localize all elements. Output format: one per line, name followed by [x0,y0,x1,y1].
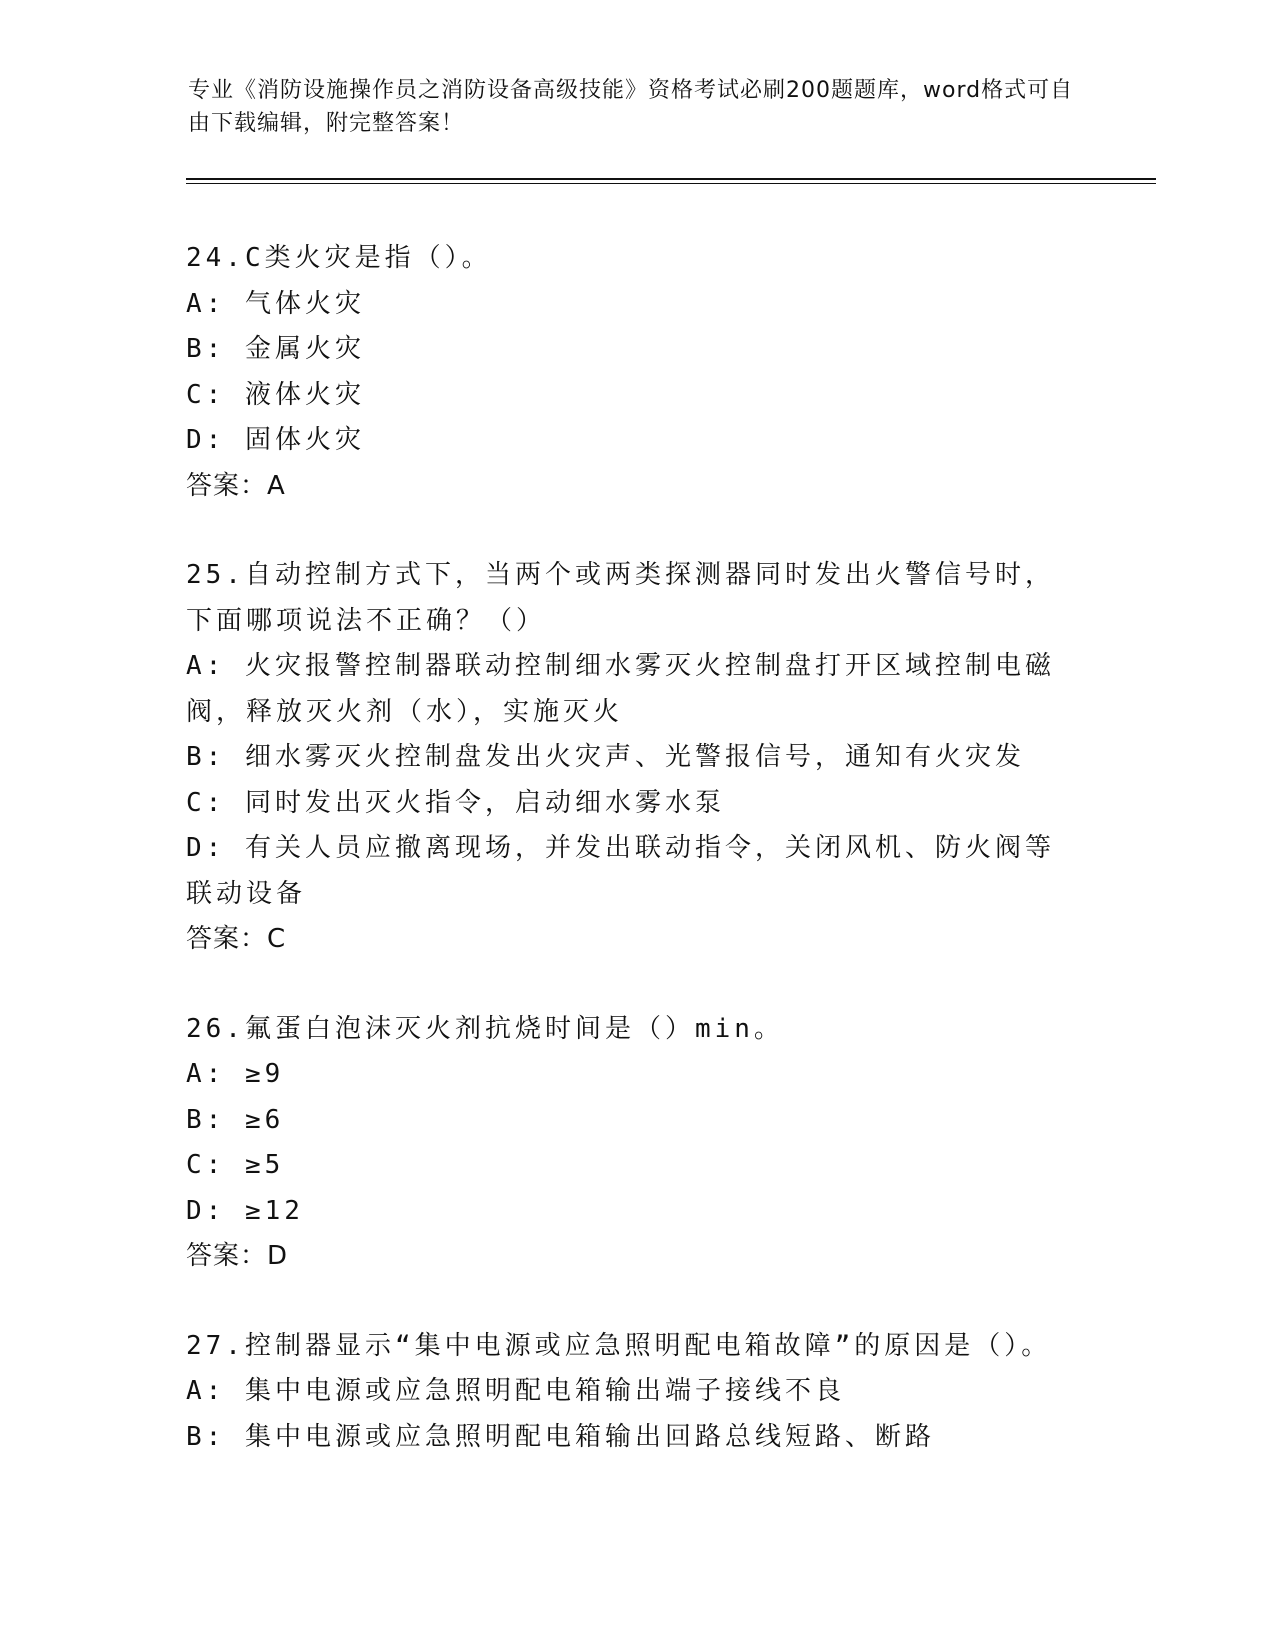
answer: 答案：C [186,924,287,954]
question-stem: 25.自动控制方式下，当两个或两类探测器同时发出火警信号时，下面哪项说法不正确？（） [186,560,1055,636]
question-stem: 26.氟蛋白泡沫灭火剂抗烧时间是（）min。 [186,1013,784,1044]
answer: 答案：A [186,470,286,501]
document-header: 专业《消防设施操作员之消防设备高级技能》资格考试必刷200题题库，word格式可自由下载编辑，附完整答案！ [188,78,1074,136]
option-b: B: 集中电源或应急照明配电箱输出回路总线短路、断路 [186,1421,935,1452]
header-divider-bottom [186,183,1156,184]
option-a: A: ≥9 [186,1059,285,1089]
option-b: B: 金属火灾 [186,334,365,364]
option-a: A: 气体火灾 [186,288,365,319]
option-d: D: ≥12 [186,1195,304,1226]
question-25 [186,553,1076,963]
option-d: D: 有关人员应撤离现场，并发出联动指令，关闭风机、防火阀等联动设备 [186,833,1055,909]
option-a: A: 火灾报警控制器联动控制细水雾灭火控制盘打开区域控制电磁阀，释放灭火剂（水），实施灭火 [186,651,1055,727]
question-26 [186,1007,1076,1280]
question-27 [186,1324,1076,1461]
option-c: C: ≥5 [186,1150,285,1180]
question-list [186,236,1076,1504]
question-stem: 27.控制器显示“集中电源或应急照明配电箱故障”的原因是（）。 [186,1330,1052,1361]
option-c: C: 液体火灾 [186,379,365,410]
option-b: B: 细水雾灭火控制盘发出火灾声、光警报信号，通知有火灾发 [186,742,1025,772]
header-divider-top [186,178,1156,180]
question-24 [186,236,1076,509]
option-a: A: 集中电源或应急照明配电箱输出端子接线不良 [186,1376,845,1406]
question-stem: 24.C类火灾是指（）。 [186,243,492,273]
answer: 答案：D [186,1241,289,1271]
option-b: B: ≥6 [186,1104,285,1135]
option-c: C: 同时发出灭火指令，启动细水雾水泵 [186,787,725,818]
option-d: D: 固体火灾 [186,425,365,455]
